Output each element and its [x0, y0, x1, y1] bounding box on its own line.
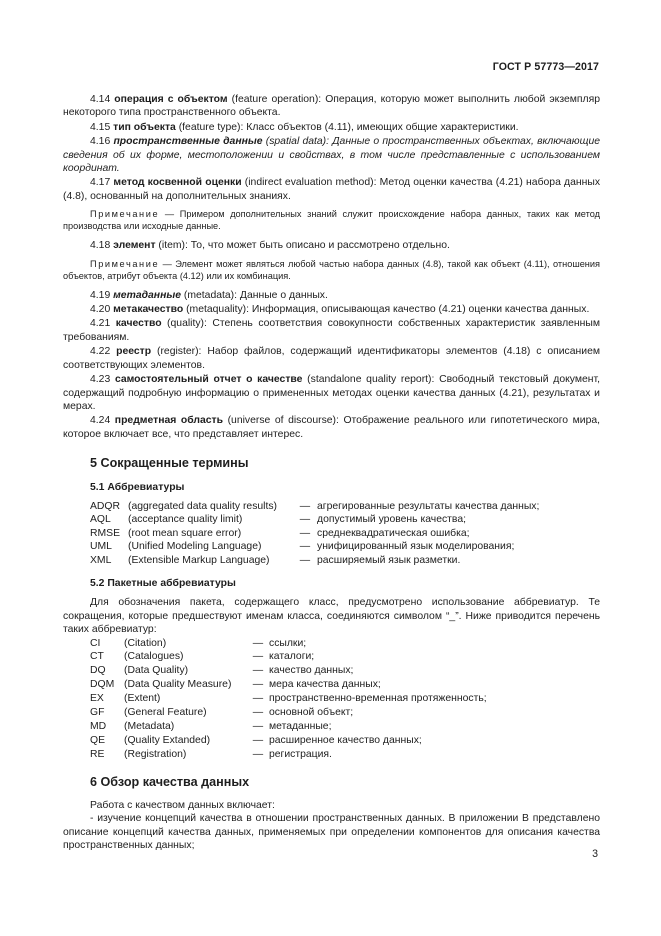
pkg-english: (Catalogues): [124, 651, 184, 663]
abbr-code: AQL: [90, 514, 111, 526]
note-text: — Элемент может являться любой частью набора данных (4.8), такой как объект (4.11), отношения объектов, атрибут объекта (4.12) или их комбинация.: [63, 258, 600, 281]
def-term: элемент: [113, 240, 156, 252]
pkg-dash: —: [252, 748, 264, 760]
definition-4-20: [63, 303, 600, 316]
abbr-english: (Extensible Markup Language): [128, 554, 270, 566]
def-text: (universe of discourse): Отображение реального или гипотетического мира, которое включает все, что представляет интерес.: [63, 415, 601, 440]
definition-4-15: [63, 121, 600, 134]
def-term: операция с объектом: [114, 94, 228, 105]
pkg-english: (Extent): [124, 693, 161, 705]
def-term: пространственные данные: [113, 136, 263, 148]
pkg-dash: —: [252, 651, 264, 663]
pkg-dash: —: [252, 720, 264, 732]
pkg-russian: регистрация.: [269, 748, 332, 760]
list-item: [63, 527, 600, 540]
def-text: (metaquality): Информация, описывающая качество (4.21) оценки качества данных.: [183, 304, 590, 316]
list-item: [63, 650, 600, 664]
def-term: самостоятельный отчет о качестве: [114, 374, 303, 386]
pkg-english: (Citation): [124, 637, 167, 649]
def-number: 4.22: [90, 346, 111, 358]
abbr-english: (acceptance quality limit): [128, 514, 243, 526]
page-number: 3: [592, 848, 598, 860]
pkg-russian: качество данных;: [269, 665, 354, 677]
list-item: [63, 706, 600, 720]
pkg-russian: пространственно-временная протяженность;: [269, 693, 487, 705]
def-number: 4.23: [90, 374, 111, 386]
list-item: [63, 720, 600, 734]
pkg-dash: —: [252, 637, 264, 649]
def-number: 4.20: [90, 304, 111, 316]
abbr-code: RMSE: [90, 527, 121, 539]
pkg-english: (Registration): [124, 748, 187, 760]
definition-4-21: [63, 317, 600, 344]
def-term: тип объекта: [113, 121, 176, 133]
abbr-dash: —: [299, 554, 311, 566]
list-item: [63, 748, 600, 762]
pkg-russian: ссылки;: [269, 637, 307, 649]
def-text: (item): То, что может быть описано и рассмотрено отдельно.: [155, 240, 450, 252]
pkg-code: GF: [90, 706, 105, 718]
package-abbreviation-list: [63, 637, 600, 762]
def-number: 4.24: [90, 415, 111, 427]
pkg-dash: —: [252, 665, 264, 677]
list-item: [63, 734, 600, 748]
def-text: (feature operation): Операция, которую может выполнить любой экземпляр некоторого типа пространственного объекта.: [63, 94, 600, 119]
pkg-dash: —: [252, 693, 264, 705]
list-item: [63, 554, 600, 567]
pkg-russian: мера качества данных;: [269, 679, 381, 691]
abbr-english: (root mean square error): [128, 527, 242, 539]
standard-header: ГОСТ Р 57773—2017: [492, 61, 599, 73]
pkg-code: CI: [90, 637, 101, 649]
pkg-russian: каталоги;: [269, 651, 315, 663]
def-text: (quality): Степень соответствия совокупности собственных характеристик заявленным требованиям.: [63, 318, 600, 343]
abbr-english: (aggregated data quality results): [128, 500, 278, 512]
def-term: предметная область: [114, 415, 224, 427]
pkg-dash: —: [252, 706, 264, 718]
pkg-dash: —: [252, 734, 264, 746]
pkg-dash: —: [252, 679, 264, 691]
abbr-dash: —: [299, 514, 311, 526]
def-number: 4.16: [90, 136, 111, 148]
def-term: качество: [115, 318, 162, 330]
definition-4-14: [63, 93, 600, 120]
def-text: (spatial data): Данные о пространственных объектах, включающие сведения об их форме, местоположении и свойствах, в том числе представленные с использованием координат.: [63, 136, 601, 175]
list-item: [63, 637, 600, 651]
pkg-code: CT: [90, 651, 104, 663]
abbr-dash: —: [299, 541, 311, 553]
def-text: (metadata): Данные о данных.: [181, 289, 328, 301]
note-text: — Примером дополнительных знаний служит происхождение набора данных, таких как метод производства или исходные данные.: [63, 209, 600, 232]
abbreviation-list: [63, 500, 600, 567]
definition-4-18: [63, 239, 600, 252]
pkg-code: RE: [90, 748, 105, 760]
section-6-paragraph-1: Работа с качеством данных включает:: [90, 799, 275, 811]
pkg-code: MD: [90, 720, 107, 732]
pkg-english: (Metadata): [124, 720, 175, 732]
def-number: 4.17: [90, 177, 111, 189]
def-text: (register): Набор файлов, содержащий идентификаторы элементов (4.18) с описанием соответствующих элементов.: [63, 346, 600, 371]
definition-4-24: [63, 414, 600, 441]
list-item: [63, 678, 600, 692]
pkg-english: (Data Quality Measure): [124, 679, 232, 691]
abbr-russian: унифицированный язык моделирования;: [317, 541, 515, 553]
section-6-heading: 6 Обзор качества данных: [90, 774, 250, 789]
definition-4-22: [63, 345, 600, 372]
abbr-dash: —: [299, 527, 311, 539]
subsection-5-2-heading: 5.2 Пакетные аббревиатуры: [90, 577, 236, 589]
pkg-russian: основной объект;: [269, 706, 354, 718]
abbr-russian: допустимый уровень качества;: [317, 514, 467, 526]
note-label: Примечание: [90, 258, 160, 269]
abbr-russian: расширяемый язык разметки.: [317, 554, 461, 566]
section-5-heading: 5 Сокращенные термины: [90, 456, 249, 471]
def-number: 4.21: [90, 318, 111, 330]
def-text: (feature type): Класс объектов (4.11), имеющих общие характеристики.: [175, 121, 519, 133]
list-item: [63, 692, 600, 706]
list-item: [63, 513, 600, 526]
pkg-code: DQM: [90, 679, 115, 691]
def-term: метод косвенной оценки: [113, 177, 242, 189]
abbr-english: (Unified Modeling Language): [128, 541, 262, 553]
abbr-code: XML: [90, 554, 112, 566]
page-content: [63, 93, 600, 853]
definition-4-23: [63, 373, 600, 413]
abbr-code: UML: [90, 541, 112, 553]
def-number: 4.18: [90, 240, 111, 252]
pkg-english: (Data Quality): [124, 665, 189, 677]
def-text: (standalone quality report): Свободный текстовый документ, содержащий подробную информацию о примененных методах оценки качества данных (4.21), результатах и мерах.: [63, 374, 600, 412]
package-intro: Для обозначения пакета, содержащего класс, предусмотрено использование аббревиатур. Те сокращения, которые предшествуют именам класса, соединяются символом “_”. Ниже приводится перечень таких аббревиатур:: [63, 597, 600, 636]
def-text: (indirect evaluation method): Метод оценки качества (4.21) набора данных (4.8), основанный на дополнительных знаниях.: [63, 177, 601, 202]
abbr-russian: среднеквадратическая ошибка;: [317, 527, 470, 539]
def-number: 4.14: [90, 94, 111, 105]
definition-4-16: [63, 135, 600, 175]
abbr-code: ADQR: [90, 500, 121, 512]
note-label: Примечание: [90, 209, 160, 220]
pkg-english: (General Feature): [124, 706, 207, 718]
def-number: 4.19: [90, 289, 111, 301]
note-4-18: [63, 258, 600, 282]
pkg-english: (Quality Extanded): [124, 734, 211, 746]
pkg-russian: метаданные;: [269, 720, 332, 732]
section-6-paragraph-2: - изучение концепций качества в отношении пространственных данных. В приложении В представлено описание концепций качества данных, применяемых при определении компонентов для описания качества пространственных данных;: [63, 813, 600, 852]
definition-4-17: [63, 176, 600, 203]
abbr-dash: —: [299, 500, 311, 512]
list-item: [63, 540, 600, 553]
pkg-russian: расширенное качество данных;: [269, 734, 422, 746]
subsection-5-1-heading: 5.1 Аббревиатуры: [90, 481, 185, 493]
list-item: [63, 664, 600, 678]
abbr-russian: агрегированные результаты качества данных;: [317, 500, 540, 512]
def-term: реестр: [116, 346, 152, 358]
list-item: [63, 500, 600, 513]
note-4-17: [63, 208, 600, 232]
definition-4-19: [63, 289, 600, 302]
def-number: 4.15: [90, 121, 111, 133]
pkg-code: DQ: [90, 665, 106, 677]
def-term: метакачество: [113, 304, 184, 316]
pkg-code: QE: [90, 734, 106, 746]
def-term: метаданные: [113, 289, 182, 301]
pkg-code: EX: [90, 693, 104, 705]
